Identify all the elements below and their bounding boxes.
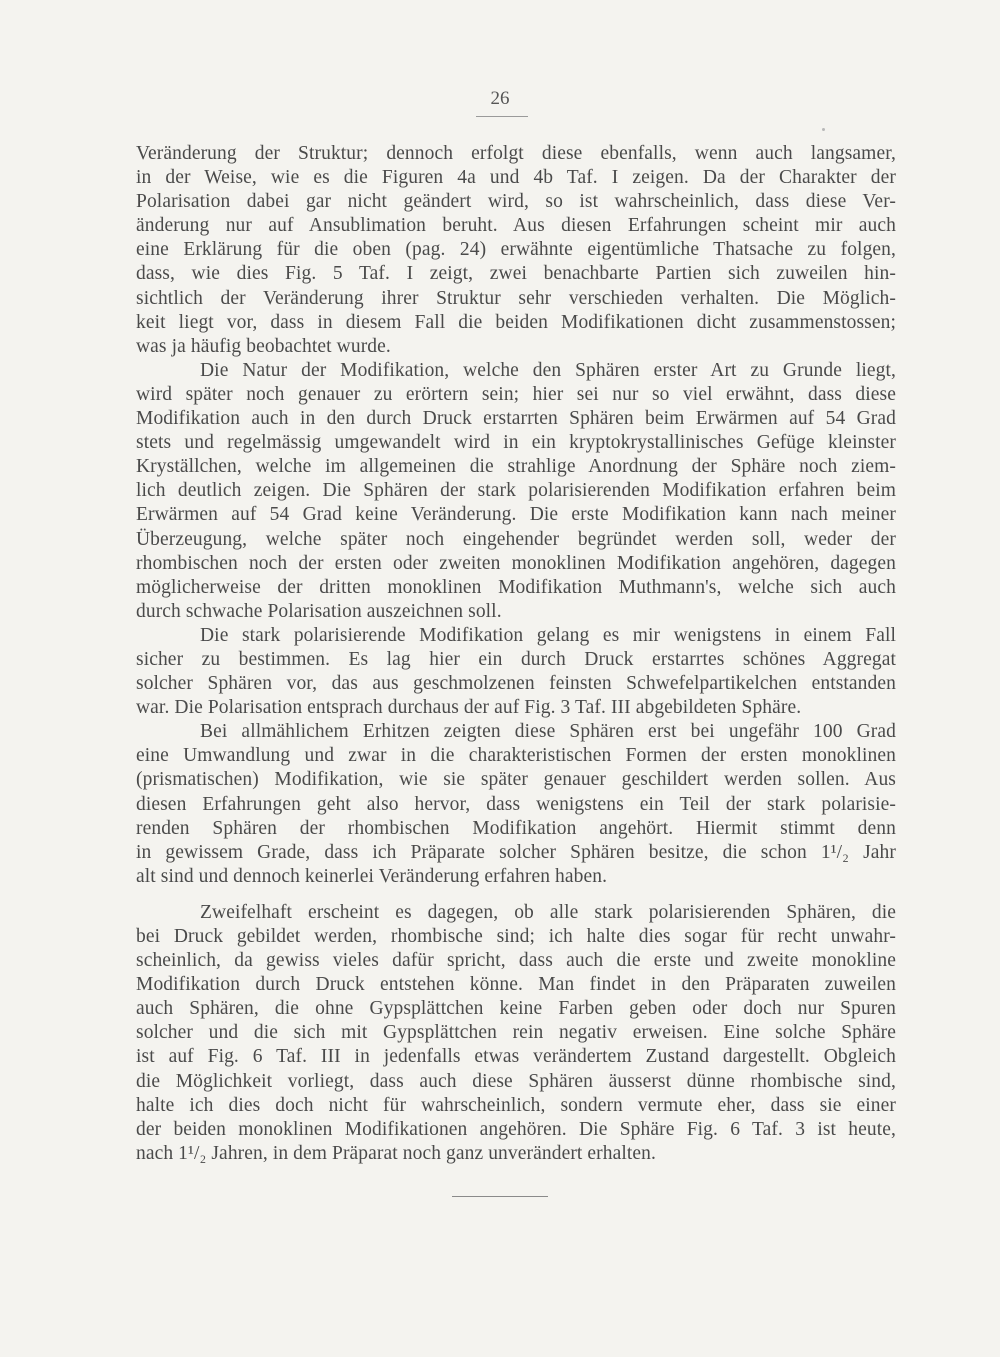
text-line: (prismatischen) Modifikation, wie sie später genauer geschildert werden sollen. Aus [136, 769, 896, 791]
paragraph [136, 901, 896, 1166]
paragraph [136, 720, 896, 889]
text-line: eine Umwandlung und zwar in die charakteristischen Formen der ersten monoklinen [136, 745, 896, 767]
text-line: ist auf Fig. 6 Taf. III in jedenfalls etwas verändertem Zustand dargestellt. Obgleich [136, 1046, 896, 1068]
text-line: stets und regelmässig umgewandelt wird in ein kryptokrystallinisches Gefüge kleinster [136, 432, 896, 454]
text-line: solcher Sphären vor, das aus geschmolzenen feinsten Schwefelpartikelchen entstanden [136, 673, 896, 695]
text-line: eine Erklärung für die oben (pag. 24) erwähnte eigentümliche Thatsache zu folgen, [136, 239, 896, 261]
text-line: Kryställchen, welche im allgemeinen die strahlige Anordnung der Sphäre noch ziem- [136, 456, 896, 478]
text-line: Zweifelhaft erscheint es dagegen, ob alle stark polarisierenden Sphären, die [200, 901, 896, 923]
text-line: solcher und die sich mit Gypsplättchen rein negativ erweisen. Eine solche Sphäre [136, 1022, 896, 1044]
text-line: renden Sphären der rhombischen Modifikation angehört. Hiermit stimmt denn [136, 817, 896, 839]
text-line: Überzeugung, welche später noch eingehender begründet werden soll, weder der [136, 528, 896, 550]
text-line: bei Druck gebildet werden, rhombische sind; ich halte dies sogar für recht unwahr- [136, 926, 896, 947]
end-rule [452, 1196, 548, 1197]
text-line: dass, wie dies Fig. 5 Taf. I zeigt, zwei benachbarte Partien sich zuweilen hin- [136, 263, 896, 285]
text-line: Die stark polarisierende Modifikation gelang es mir wenigstens in einem Fall [200, 624, 896, 646]
text-line: alt sind und dennoch keinerlei Veränderung erfahren haben. [136, 865, 608, 887]
text-line: in gewissem Grade, dass ich Präparate solcher Sphären besitze, die schon 1¹/₂ Jahr [136, 841, 896, 863]
text-line: Modifikation auch in den durch Druck erstarrten Sphären beim Erwärmen auf 54 Grad [136, 408, 896, 430]
text-line: scheinlich, da gewiss vieles dafür spricht, dass auch die erste und zweite monokline [136, 950, 896, 972]
text-line: die Möglichkeit vorliegt, dass auch diese Sphären äusserst dünne rhombische sind, [136, 1070, 896, 1092]
text-line: rhombischen noch der ersten oder zweiten monoklinen Modifikation angehören, dagegen [136, 552, 896, 574]
text-line: Bei allmählichem Erhitzen zeigten diese Sphären erst bei ungefähr 100 Grad [200, 721, 896, 743]
text-body [136, 142, 896, 1166]
text-line: Modifikation durch Druck entstehen könne. Man findet in den Präparaten zuweilen [136, 974, 896, 996]
text-line: Polarisation dabei gar nicht geändert wird, so ist wahrscheinlich, dass diese Ver- [136, 191, 896, 213]
text-line: Veränderung der Struktur; dennoch erfolgt diese ebenfalls, wenn auch langsamer, [136, 143, 896, 164]
text-line: diesen Erfahrungen geht also hervor, dass wenigstens ein Teil der stark polarisie- [136, 793, 896, 815]
text-line: möglicherweise der dritten monoklinen Modifikation Muthmann's, welche sich auch [136, 576, 896, 598]
page-number: 26 [490, 88, 510, 109]
paragraph [136, 142, 896, 359]
text-line: durch schwache Polarisation auszeichnen soll. [136, 600, 502, 622]
text-line: keit liegt vor, dass in diesem Fall die beiden Modifikationen dicht zusammenstossen; [136, 311, 896, 333]
text-line: auch Sphären, die ohne Gypsplättchen keine Farben geben oder doch nur Spuren [136, 998, 896, 1020]
text-line: lich deutlich zeigen. Die Sphären der stark polarisierenden Modifikation erfahren beim [136, 480, 896, 502]
text-line: halte ich dies doch nicht für wahrscheinlich, sondern vermute eher, dass sie einer [136, 1094, 896, 1116]
text-line: Erwärmen auf 54 Grad keine Veränderung. Die erste Modifikation kann nach meiner [136, 504, 896, 526]
paragraph [136, 624, 896, 720]
text-line: änderung nur auf Ansublimation beruht. Aus diesen Erfahrungen scheint mir auch [136, 215, 896, 237]
page-number-rule [476, 116, 528, 117]
text-line: sichtlich der Veränderung ihrer Struktur sehr verschieden verhalten. Die Möglich- [136, 287, 896, 309]
text-line: was ja häufig beobachtet wurde. [136, 335, 391, 357]
paragraph [136, 359, 896, 624]
text-line: nach 1¹/₂ Jahren, in dem Präparat noch ganz unverändert erhalten. [136, 1142, 656, 1164]
text-line: der beiden monoklinen Modifikationen angehören. Die Sphäre Fig. 6 Taf. 3 ist heute, [136, 1118, 896, 1140]
paragraph-gap [136, 889, 896, 901]
text-line: Die Natur der Modifikation, welche den Sphären erster Art zu Grunde liegt, [200, 359, 896, 381]
paper-speck [822, 128, 825, 131]
text-line: sicher zu bestimmen. Es lag hier ein durch Druck erstarrtes schönes Aggregat [136, 648, 896, 670]
text-line: in der Weise, wie es die Figuren 4a und 4b Taf. I zeigen. Da der Charakter der [136, 167, 896, 189]
text-line: war. Die Polarisation entsprach durchaus der auf Fig. 3 Taf. III abgebildeten Sphäre. [136, 697, 802, 719]
text-line: wird später noch genauer zu erörtern sein; hier sei nur so viel erwähnt, dass diese [136, 383, 896, 405]
